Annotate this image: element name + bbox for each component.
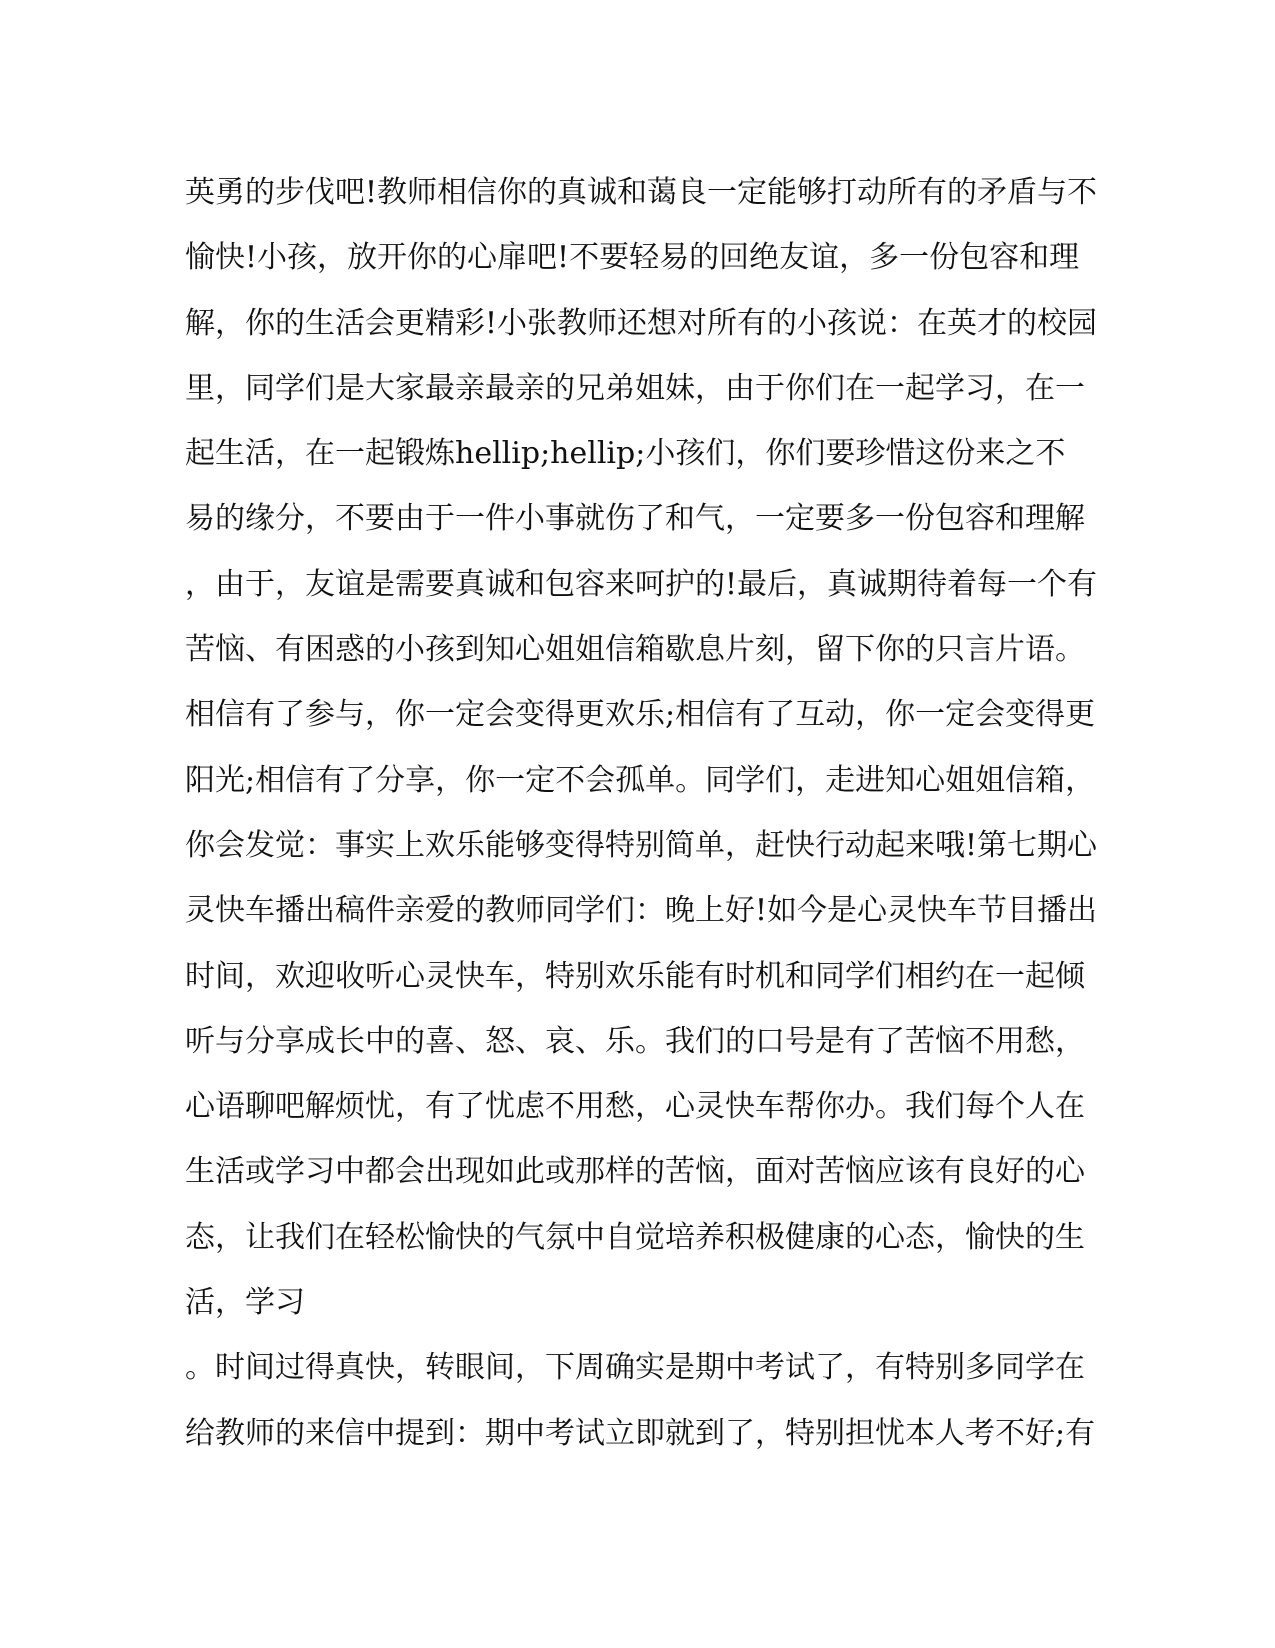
text-line: 里，同学们是大家最亲最亲的兄弟姐妹，由于你们在一起学习，在一 [185, 370, 1085, 406]
text-line: 易的缘分，不要由于一件小事就伤了和气，一定要多一份包容和理解 [185, 501, 1085, 537]
text-line: 起生活，在一起锻炼hellip;hellip;小孩们，你们要珍惜这份来之不 [185, 436, 1066, 472]
text-line: 听与分享成长中的喜、怒、哀、乐。我们的口号是有了苦恼不用愁， [185, 1023, 1085, 1059]
text-line: 心语聊吧解烦忧，有了忧虑不用愁，心灵快车帮你办。我们每个人在 [185, 1089, 1085, 1125]
text-line: 给教师的来信中提到：期中考试立即就到了，特别担忧本人考不好;有 [185, 1415, 1096, 1451]
text-line: 态，让我们在轻松愉快的气氛中自觉培养积极健康的心态，愉快的生 [185, 1219, 1085, 1255]
body-text [185, 160, 1105, 1466]
text-line: 阳光;相信有了分享，你一定不会孤单。同学们，走进知心姐姐信箱， [185, 762, 1096, 798]
text-line: 活，学习 [185, 1285, 305, 1321]
text-line: 苦恼、有困惑的小孩到知心姐姐信箱歇息片刻，留下你的只言片语。 [185, 632, 1085, 668]
text-line: 英勇的步伐吧!教师相信你的真诚和蔼良一定能够打动所有的矛盾与不 [185, 175, 1098, 210]
text-line: 时间，欢迎收听心灵快车，特别欢乐能有时机和同学们相约在一起倾 [185, 958, 1085, 994]
text-line: 灵快车播出稿件亲爱的教师同学们：晚上好!如今是心灵快车节目播出 [185, 893, 1098, 929]
text-line: 生活或学习中都会出现如此或那样的苦恼，面对苦恼应该有良好的心 [185, 1154, 1085, 1190]
text-line: 你会发觉：事实上欢乐能够变得特别简单，赶快行动起来哦!第七期心 [185, 827, 1098, 863]
text-line: 。时间过得真快，转眼间，下周确实是期中考试了，有特别多同学在 [185, 1350, 1085, 1386]
text-line: 相信有了参与，你一定会变得更欢乐;相信有了互动，你一定会变得更 [185, 697, 1096, 733]
text-line: 解，你的生活会更精彩!小张教师还想对所有的小孩说：在英才的校园 [185, 305, 1098, 341]
text-line: 愉快!小孩，放开你的心扉吧!不要轻易的回绝友谊，多一份包容和理 [185, 240, 1080, 276]
text-line: ，由于，友谊是需要真诚和包容来呵护的!最后，真诚期待着每一个有 [185, 566, 1098, 602]
